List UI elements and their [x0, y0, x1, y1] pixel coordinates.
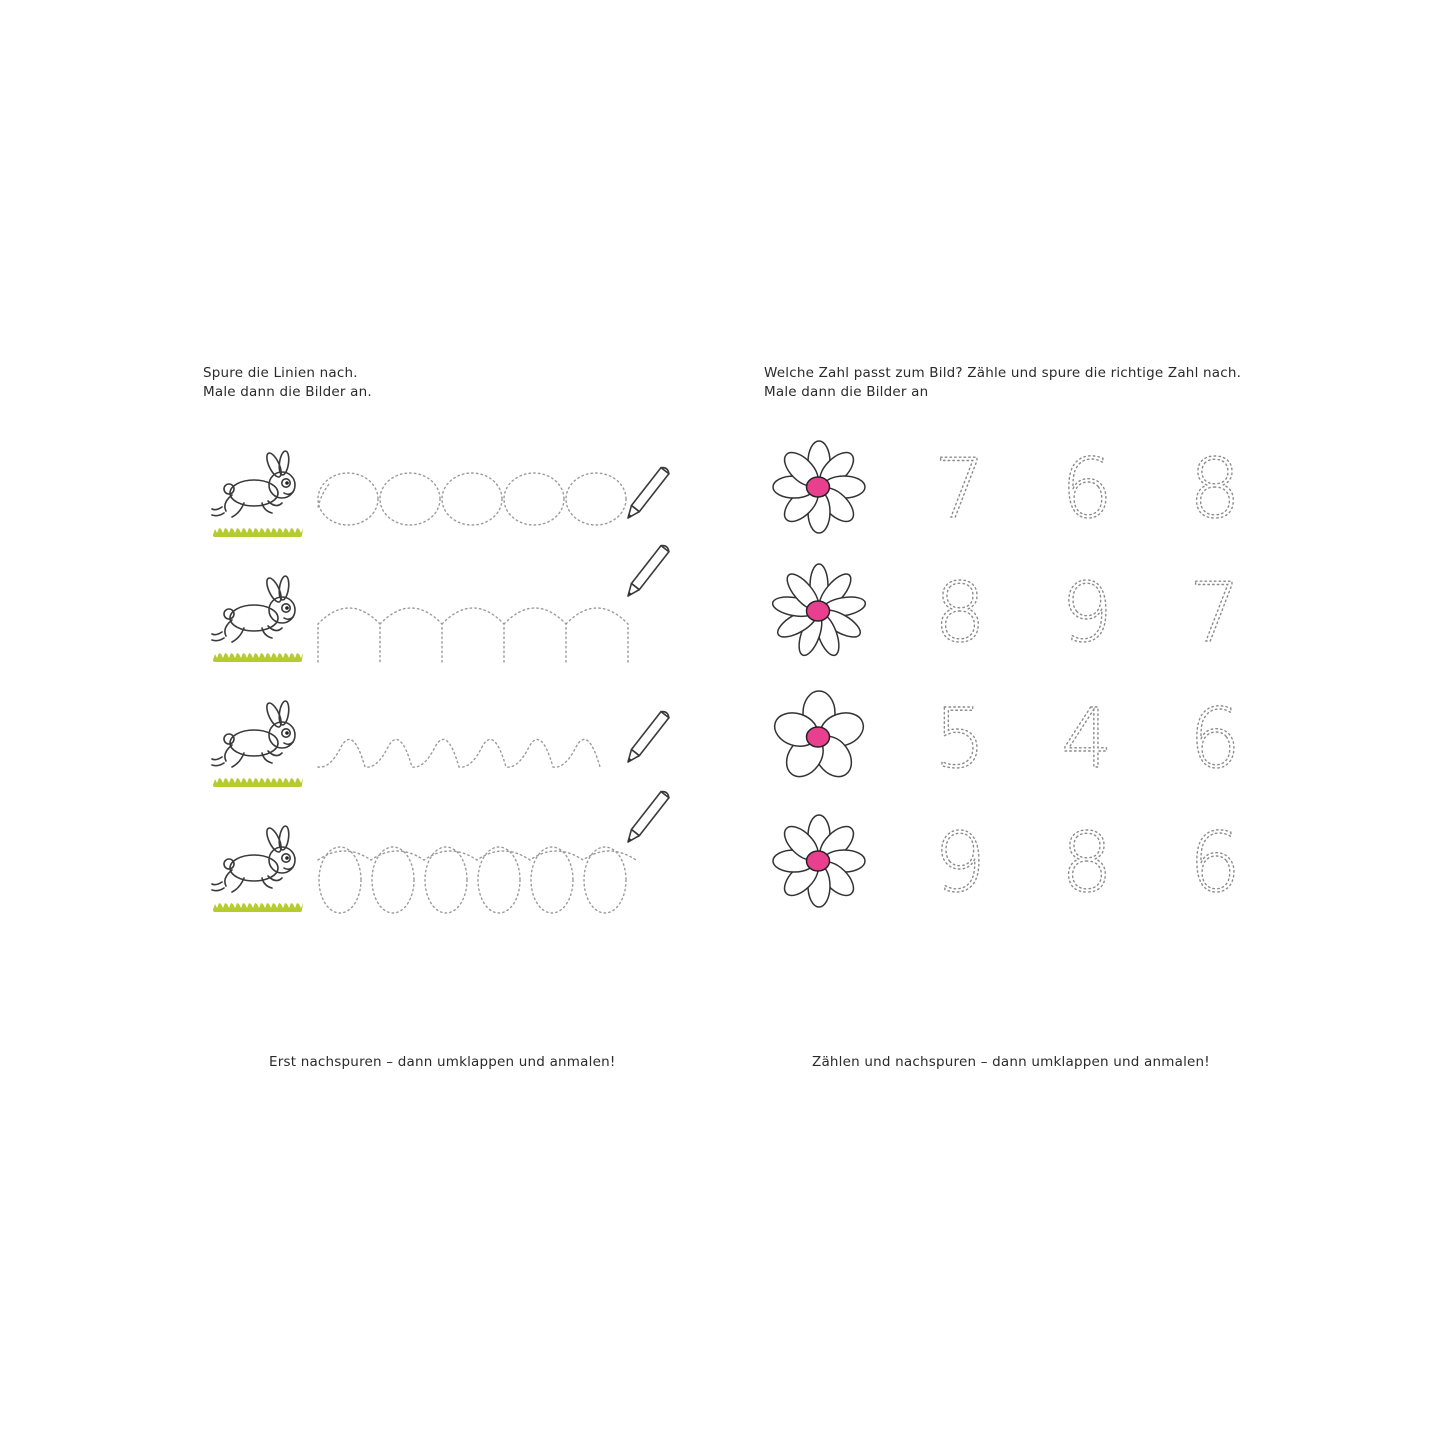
rabbit-tumbling-icon: [212, 825, 295, 892]
grass-base: [213, 783, 302, 787]
trace-number: 6: [1188, 692, 1242, 787]
flower-center: [807, 601, 830, 621]
trace-number: 7: [1188, 566, 1242, 661]
trace-line: [318, 473, 626, 525]
trace-line: [318, 739, 600, 767]
right-row: [773, 815, 1241, 911]
flower-icon: [771, 564, 867, 658]
trace-number: 8: [933, 566, 987, 661]
flower-center: [807, 727, 830, 747]
right-row: [771, 564, 1241, 661]
right-instruction-line2: Male dann die Bilder an: [764, 384, 929, 400]
flower-center: [807, 851, 830, 871]
grass-base: [213, 908, 302, 912]
right-row: [773, 441, 1241, 537]
rabbit-hopping-icon: [212, 575, 295, 642]
left-footer: Erst nachspuren – dann umklappen und anmalen!: [269, 1054, 616, 1070]
trace-number: 9: [933, 816, 987, 911]
flower-icon: [773, 441, 865, 533]
flower-icon: [770, 691, 867, 784]
pencil-icon: [624, 466, 670, 521]
left-rows: [212, 450, 670, 913]
trace-number: 6: [1188, 816, 1242, 911]
trace-number: 4: [1060, 692, 1114, 787]
grass-base: [213, 658, 302, 662]
trace-number: 5: [933, 692, 987, 787]
left-row: [212, 700, 670, 787]
rabbit-leaping-icon: [212, 700, 295, 767]
left-instruction-line1: Spure die Linien nach.: [203, 365, 358, 381]
pencil-icon: [624, 790, 670, 845]
trace-number: 8: [1060, 816, 1114, 911]
left-row: [212, 790, 670, 913]
right-instruction-line1: Welche Zahl passt zum Bild? Zähle und spure die richtige Zahl nach.: [764, 365, 1242, 381]
trace-number: 7: [933, 442, 987, 537]
trace-line: [318, 608, 628, 662]
right-row: [770, 691, 1241, 787]
trace-number: 8: [1188, 442, 1242, 537]
right-footer: Zählen und nachspuren – dann umklappen und anmalen!: [812, 1054, 1210, 1070]
pencil-icon: [624, 710, 670, 765]
grass-base: [213, 533, 302, 537]
rabbit-jumping-icon: [212, 450, 295, 517]
flower-center: [807, 477, 830, 497]
flower-icon: [773, 815, 865, 907]
trace-line: [318, 847, 636, 913]
pencil-icon: [624, 544, 670, 599]
left-instruction-line2: Male dann die Bilder an.: [203, 384, 372, 400]
trace-number: 6: [1060, 442, 1114, 537]
left-row: [212, 544, 670, 662]
left-row: [212, 450, 670, 537]
trace-number: 9: [1060, 566, 1114, 661]
right-rows: [770, 441, 1241, 911]
